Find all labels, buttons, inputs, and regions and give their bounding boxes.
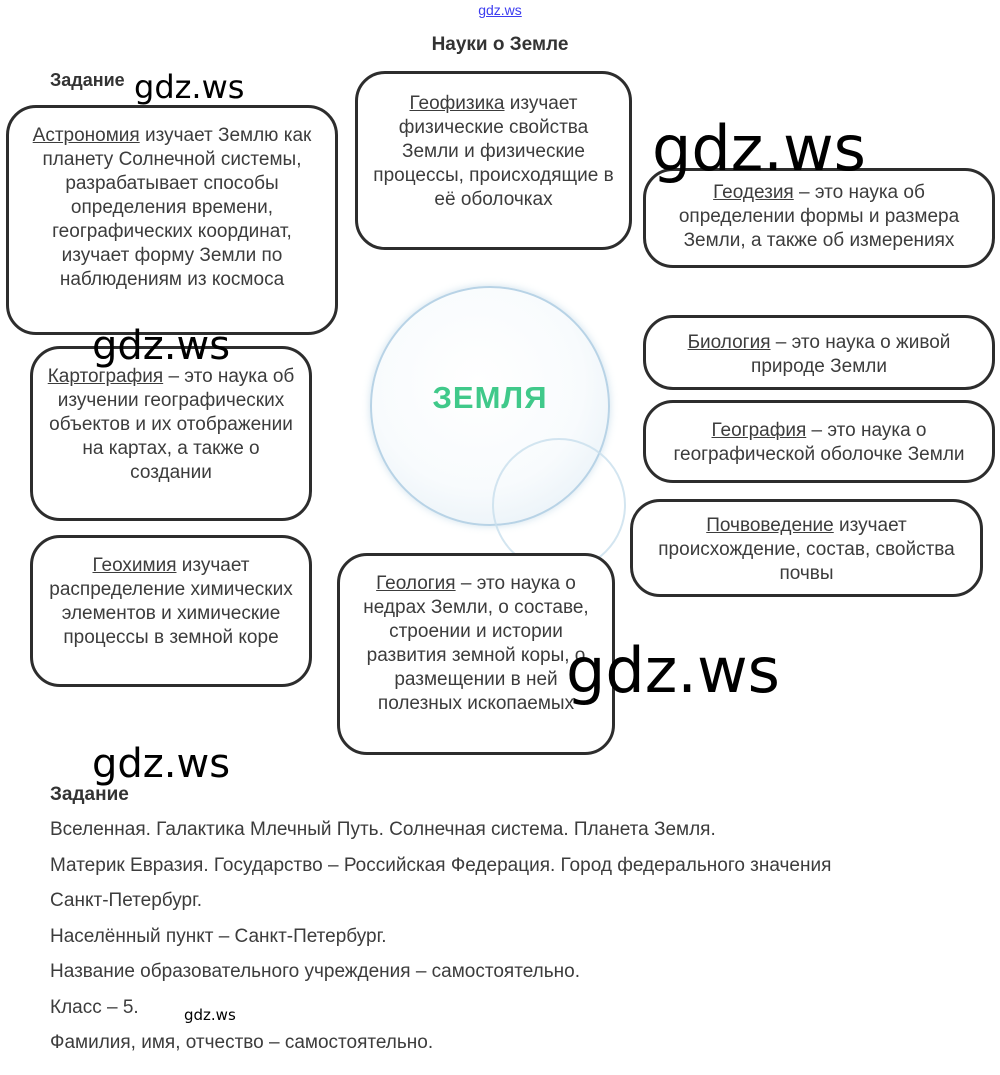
task-lines	[50, 816, 980, 1065]
biology-text: – это наука о живой природе Земли	[751, 332, 951, 377]
geodesy-term: Геодезия	[713, 182, 794, 203]
watermark-6: gdz.ws	[184, 1006, 236, 1024]
geography-text: – это наука о географической оболочке Земли	[673, 420, 965, 465]
task-line: Населённый пункт – Санкт-Петербург.	[50, 925, 387, 947]
soil-science-text: изучает происхождение, состав, свойства почвы	[658, 515, 955, 584]
task-line: Санкт-Петербург.	[50, 890, 202, 911]
task-label: Задание	[50, 70, 125, 90]
task-line: Класс – 5.	[50, 996, 139, 1018]
astronomy-text: изучает Землю как планету Солнечной системы, разрабатывает способы определения времени, географических координат, изучает форму Земли по наблюдениям из космоса	[42, 125, 312, 290]
geography-box	[643, 400, 995, 483]
cartography-term: Картография	[47, 366, 164, 387]
watermark-1: gdz.ws	[134, 68, 245, 106]
cartography-box	[30, 346, 312, 521]
task-line: Фамилия, имя, отчество – самостоятельно.	[50, 1032, 434, 1053]
soil-science-term: Почвоведение	[706, 515, 834, 536]
watermark-3: gdz.ws	[92, 323, 231, 369]
biology-term: Биология	[687, 332, 771, 353]
top-watermark[interactable]: gdz.ws	[478, 2, 522, 18]
watermark-5: gdz.ws	[92, 741, 231, 787]
geophysics-box	[355, 71, 632, 250]
task-heading: Задание	[50, 784, 129, 805]
diagram-title: Науки о Земле	[431, 34, 569, 55]
geology-text: – это наука о недрах Земли, о составе, строении и истории развития земной коры, о размещении в ней полезных ископаемых	[363, 573, 589, 714]
task-line: Материк Евразия. Государство – Российская Федерация. Город федерального значения	[50, 854, 832, 876]
geodesy-text: – это наука об определении формы и размера Земли, а также об измерениях	[678, 182, 960, 251]
geology-term: Геология	[376, 573, 456, 594]
geophysics-term: Геофизика	[409, 93, 505, 114]
soil-science-box	[630, 499, 983, 597]
decorative-arc	[492, 438, 626, 572]
earth-circle	[370, 286, 610, 526]
watermark-2: gdz.ws	[652, 112, 866, 185]
task-line: Название образовательного учреждения – самостоятельно.	[50, 961, 580, 982]
earth-label: ЗЕМЛЯ	[432, 380, 548, 415]
geophysics-text: изучает физические свойства Земли и физические процессы, происходящие в её оболочках	[373, 93, 614, 210]
geochemistry-term: Геохимия	[92, 555, 177, 576]
geochemistry-text: изучает распределение химических элементов и химические процессы в земной коре	[49, 555, 293, 648]
astronomy-term: Астрономия	[32, 125, 140, 146]
task-line: Вселенная. Галактика Млечный Путь. Солнечная система. Планета Земля.	[50, 819, 716, 840]
geography-term: География	[711, 420, 807, 441]
geochemistry-box	[30, 535, 312, 687]
cartography-text: – это наука об изучении географических объектов и их отображении на картах, а также о создании	[49, 366, 295, 483]
biology-box	[643, 315, 995, 390]
astronomy-box	[6, 105, 338, 335]
watermark-4: gdz.ws	[566, 634, 780, 707]
